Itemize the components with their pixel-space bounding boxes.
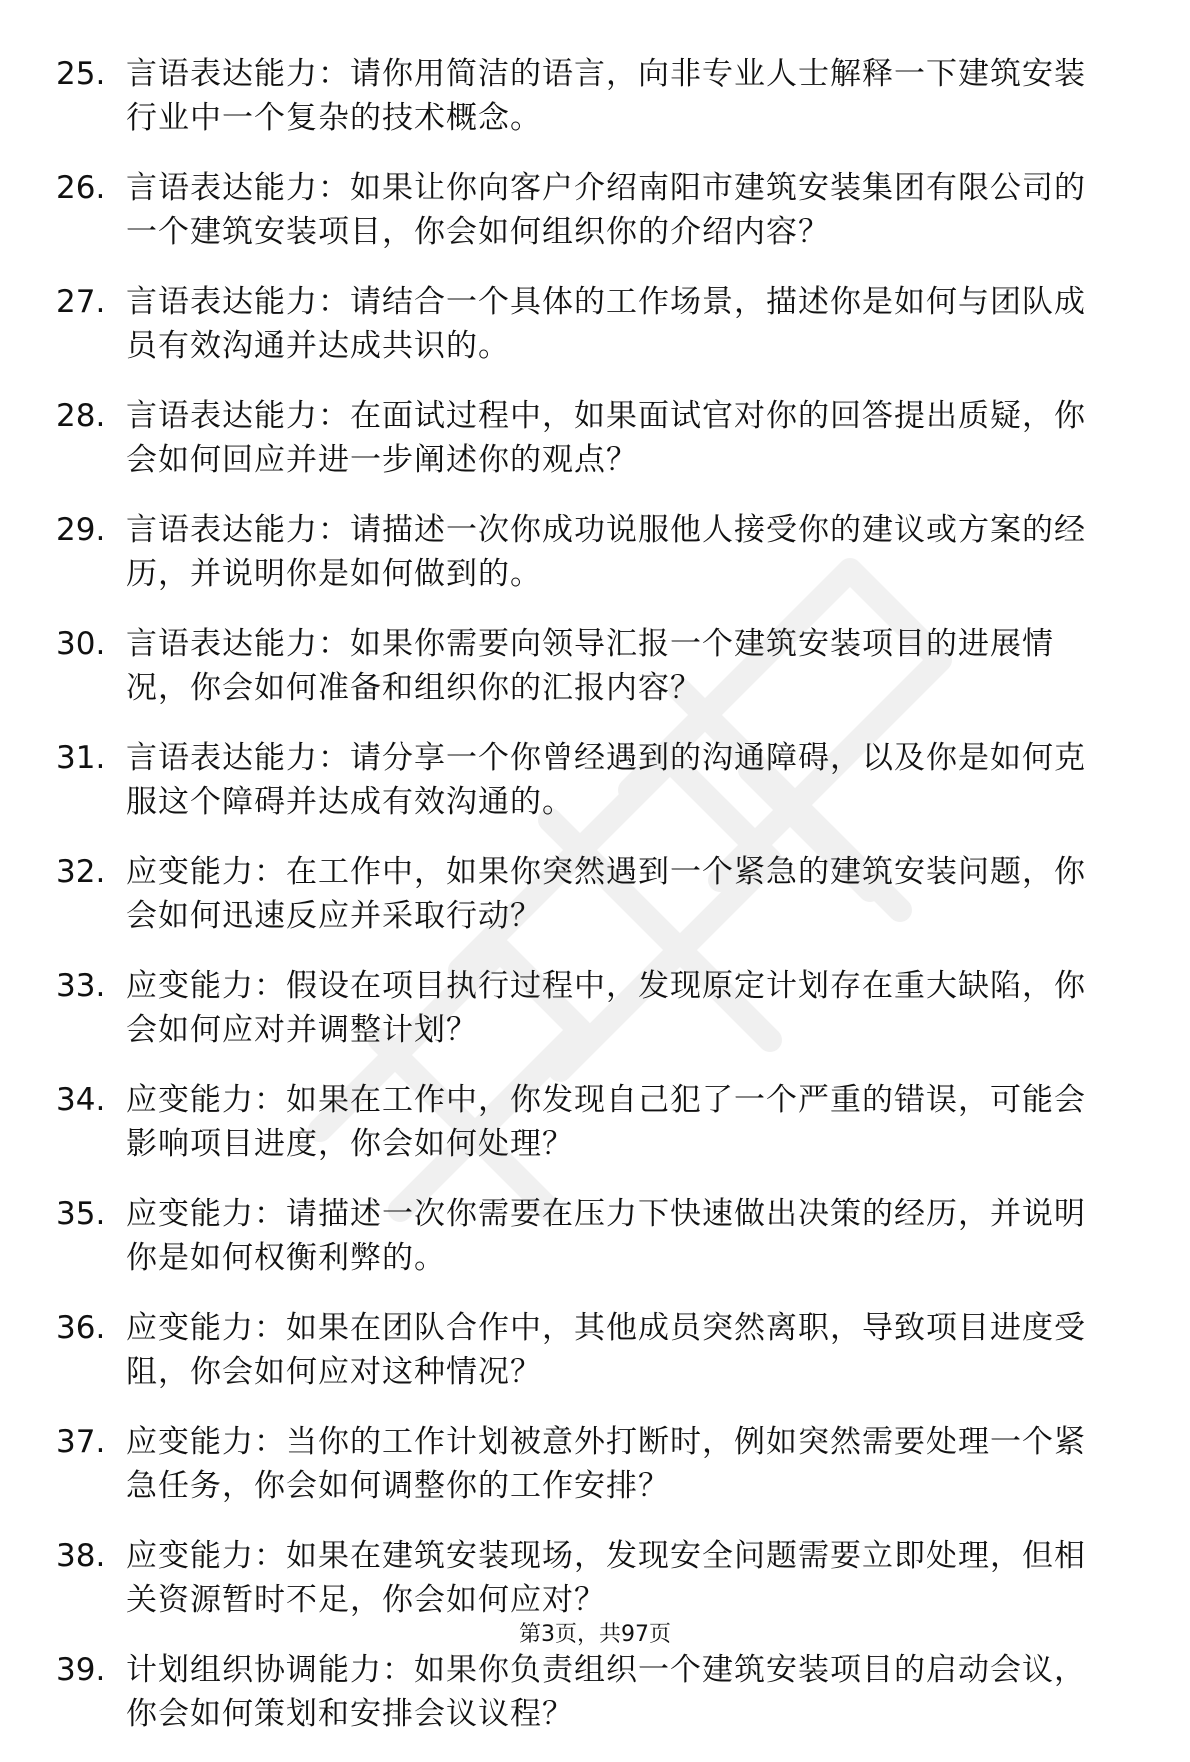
question-text: 应变能力：如果在团队合作中，其他成员突然离职，导致项目进度受阻，你会如何应对这种情况？	[126, 1310, 1086, 1390]
question-text: 应变能力：当你的工作计划被意外打断时，例如突然需要处理一个紧急任务，你会如何调整你的工作安排？	[126, 1424, 1086, 1504]
question-item	[56, 394, 1146, 482]
question-number: 35.	[56, 1196, 106, 1232]
question-number: 26.	[56, 170, 106, 206]
question-text: 应变能力：假设在项目执行过程中，发现原定计划存在重大缺陷，你会如何应对并调整计划？	[126, 968, 1086, 1048]
question-number: 39.	[56, 1652, 106, 1688]
question-list	[56, 52, 1146, 1762]
question-text: 言语表达能力：请分享一个你曾经遇到的沟通障碍，以及你是如何克服这个障碍并达成有效沟通的。	[126, 740, 1086, 820]
question-item	[56, 52, 1146, 140]
question-item	[56, 508, 1146, 596]
question-item	[56, 850, 1146, 938]
question-item	[56, 1078, 1146, 1166]
question-item	[56, 736, 1146, 824]
question-number: 36.	[56, 1310, 106, 1346]
question-item	[56, 1306, 1146, 1394]
question-text: 计划组织协调能力：如果你负责组织一个建筑安装项目的启动会议，你会如何策划和安排会议议程？	[126, 1652, 1086, 1732]
question-number: 37.	[56, 1424, 106, 1460]
question-number: 27.	[56, 284, 106, 320]
question-item	[56, 1534, 1146, 1622]
question-text: 言语表达能力：请结合一个具体的工作场景，描述你是如何与团队成员有效沟通并达成共识的。	[126, 284, 1086, 364]
question-number: 38.	[56, 1538, 106, 1574]
question-number: 31.	[56, 740, 106, 776]
question-number: 34.	[56, 1082, 106, 1118]
question-item	[56, 1192, 1146, 1280]
question-item	[56, 1648, 1146, 1736]
question-text: 言语表达能力：如果让你向客户介绍南阳市建筑安装集团有限公司的一个建筑安装项目，你会如何组织你的介绍内容？	[126, 170, 1086, 250]
question-number: 29.	[56, 512, 106, 548]
question-text: 言语表达能力：在面试过程中，如果面试官对你的回答提出质疑，你会如何回应并进一步阐述你的观点？	[126, 398, 1086, 478]
question-text: 言语表达能力：如果你需要向领导汇报一个建筑安装项目的进展情况，你会如何准备和组织你的汇报内容？	[126, 626, 1054, 706]
question-item	[56, 166, 1146, 254]
question-text: 应变能力：如果在建筑安装现场，发现安全问题需要立即处理，但相关资源暂时不足，你会如何应对？	[126, 1538, 1086, 1618]
question-item	[56, 622, 1146, 710]
question-number: 30.	[56, 626, 106, 662]
question-text: 言语表达能力：请描述一次你成功说服他人接受你的建议或方案的经历，并说明你是如何做到的。	[126, 512, 1086, 592]
page-footer: 第3页，共97页	[519, 1622, 671, 1647]
question-text: 应变能力：请描述一次你需要在压力下快速做出决策的经历，并说明你是如何权衡利弊的。	[126, 1196, 1086, 1276]
question-text: 言语表达能力：请你用简洁的语言，向非专业人士解释一下建筑安装行业中一个复杂的技术概念。	[126, 56, 1086, 136]
question-number: 33.	[56, 968, 106, 1004]
question-number: 32.	[56, 854, 106, 890]
question-number: 25.	[56, 56, 106, 92]
question-text: 应变能力：如果在工作中，你发现自己犯了一个严重的错误，可能会影响项目进度，你会如何处理？	[126, 1082, 1086, 1162]
question-text: 应变能力：在工作中，如果你突然遇到一个紧急的建筑安装问题，你会如何迅速反应并采取行动？	[126, 854, 1086, 934]
question-number: 28.	[56, 398, 106, 434]
question-item	[56, 964, 1146, 1052]
question-item	[56, 1420, 1146, 1508]
question-item	[56, 280, 1146, 368]
